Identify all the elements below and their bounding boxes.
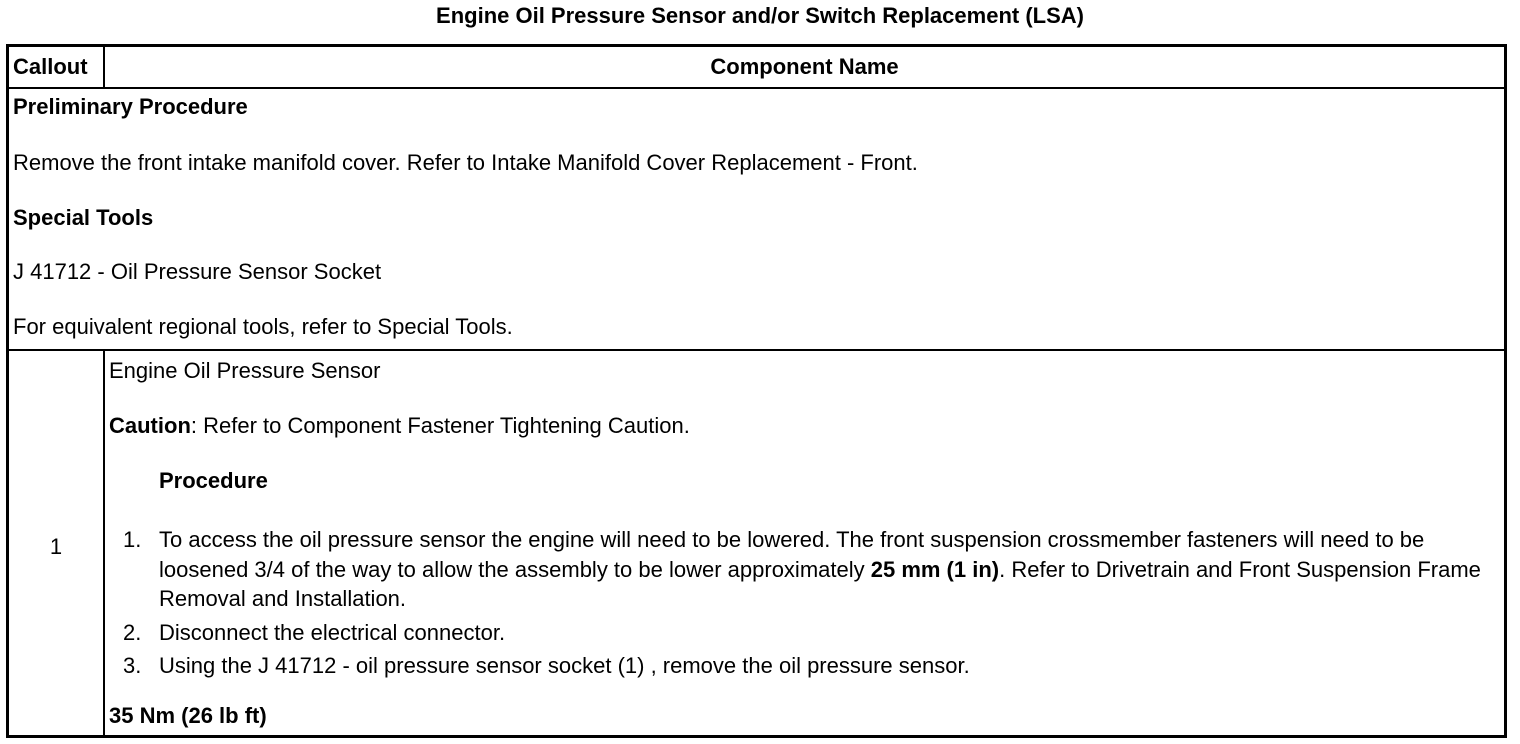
step-number: 1. [123,527,142,552]
header-component-name: Component Name [710,54,899,79]
callout-number: 1 [49,534,63,559]
step-number: 3. [123,653,142,678]
step-measurement: 25 mm (1 in) [870,556,1000,582]
procedure-steps [105,525,1485,685]
step-text: To access the oil pressure sensor the engine will need to be lowered. The front suspension crossmember fasteners will need to be loosened 3/4 of the way to allow the assembly to be lower approximately [159,527,1425,582]
equivalent-tools-note: For equivalent regional tools, refer to Special Tools. [13,314,513,339]
procedure-step [105,651,1485,681]
caution-text: : Refer to Component Fastener Tightening Caution. [190,413,690,438]
header-callout: Callout [9,47,105,87]
component-name: Engine Oil Pressure Sensor [109,358,381,383]
component-cell [105,351,1504,738]
table-header-row [9,47,1504,89]
special-tool-item: J 41712 - Oil Pressure Sensor Socket [13,259,382,284]
procedure-step [105,618,1485,648]
procedure-table [6,44,1507,738]
procedure-heading: Procedure [159,468,268,493]
preliminary-section [9,89,1504,351]
callout-cell [9,351,105,738]
torque-spec: 35 Nm (26 lb ft) [109,703,267,728]
table-row [9,351,1504,738]
preliminary-heading: Preliminary Procedure [13,94,248,119]
preliminary-text: Remove the front intake manifold cover. Refer to Intake Manifold Cover Replacement - Front. [13,150,918,175]
document-title: Engine Oil Pressure Sensor and/or Switch Replacement (LSA) [436,3,1084,28]
caution-label: Caution [109,413,191,438]
step-text-cont: . Refer to Drivetrain and Front Suspension Frame Removal and Installation. [159,556,1481,611]
special-tools-heading: Special Tools [13,205,154,230]
caution-line [109,412,690,440]
step-text: Disconnect the electrical connector. [159,619,506,645]
step-number: 2. [123,619,142,645]
procedure-step [105,525,1485,614]
step-text: Using the J 41712 - oil pressure sensor socket (1) , remove the oil pressure sensor. [159,653,970,678]
